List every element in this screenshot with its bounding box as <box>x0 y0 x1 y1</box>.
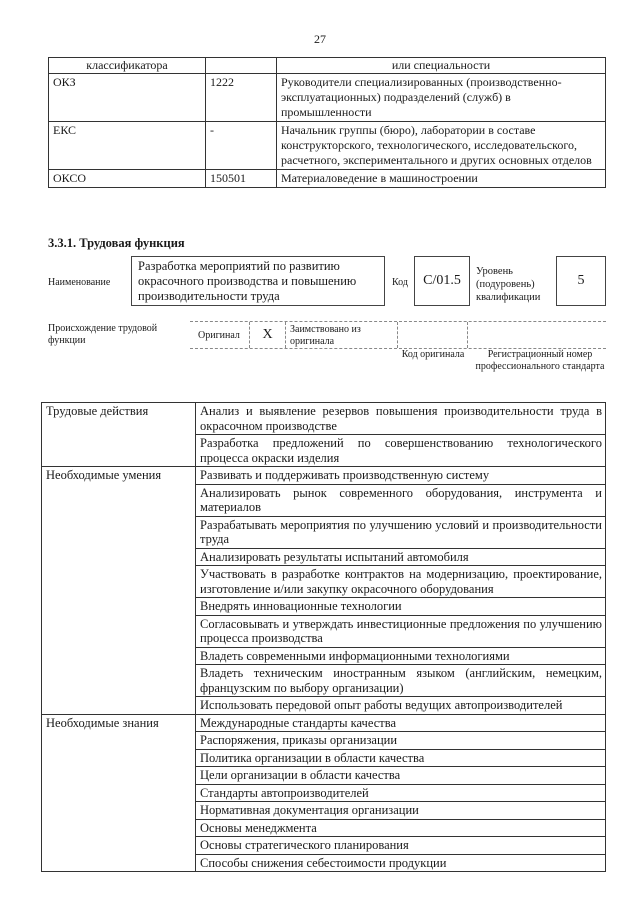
list-item: Анализ и выявление резервов повышения производительности труда в окрасочном производстве <box>196 403 606 435</box>
classifier-header-name: классификатора <box>49 58 206 74</box>
original-label: Оригинал <box>190 322 250 348</box>
classifier-description: Материаловедение в машиностроении <box>277 170 606 188</box>
category-labor-actions: Трудовые действия <box>42 403 196 467</box>
table-row <box>49 122 606 170</box>
name-label: Наименование <box>48 277 111 288</box>
list-item: Владеть техническим иностранным языком (английским, немецким, французским по выбору организации) <box>196 665 606 697</box>
labor-function-table <box>41 402 606 872</box>
list-item: Согласовывать и утверждать инвестиционные предложения по улучшению процесса производства <box>196 615 606 647</box>
list-item: Разработка предложений по совершенствованию технологического процесса окраски изделия <box>196 435 606 467</box>
list-item: Политика организации в области качества <box>196 749 606 767</box>
list-item: Разрабатывать мероприятия по улучшению условий и производительности труда <box>196 516 606 548</box>
list-item: Использовать передовой опыт работы ведущих автопроизводителей <box>196 697 606 715</box>
classifier-code: 1222 <box>206 74 277 122</box>
table-row <box>49 74 606 122</box>
list-item: Участвовать в разработке контрактов на модернизацию, проектирование, изготовление и/или закупку окрасочного оборудования <box>196 566 606 598</box>
classifier-name: ОКСО <box>49 170 206 188</box>
table-row <box>49 170 606 188</box>
code-label: Код <box>392 277 408 288</box>
classifier-name: ЕКС <box>49 122 206 170</box>
section-title: 3.3.1. Трудовая функция <box>48 236 185 250</box>
table-row <box>42 467 606 485</box>
category-required-knowledge: Необходимые знания <box>42 714 196 872</box>
code-original-cell <box>398 322 468 348</box>
list-item: Нормативная документация организации <box>196 802 606 820</box>
classifier-description: Начальник группы (бюро), лаборатории в составе конструкторского, технологического, исследовательского, расчетного, экспериментального и других основных отделов <box>277 122 606 170</box>
list-item: Основы стратегического планирования <box>196 837 606 855</box>
list-item: Анализировать результаты испытаний автомобиля <box>196 548 606 566</box>
reg-number-cell <box>468 322 606 348</box>
list-item: Внедрять инновационные технологии <box>196 598 606 616</box>
page-number: 27 <box>314 32 326 46</box>
code-original-label: Код оригинала <box>401 349 465 360</box>
code-value-box: C/01.5 <box>414 256 470 306</box>
list-item: Распоряжения, приказы организации <box>196 732 606 750</box>
category-required-skills: Необходимые умения <box>42 467 196 715</box>
classifier-table <box>48 57 606 188</box>
level-label: Уровень (подуровень) квалификации <box>476 266 541 303</box>
function-name-box: Разработка мероприятий по развитию окрасочного производства и повышению производительности труда <box>131 256 385 306</box>
classifier-header-description: или специальности <box>277 58 606 74</box>
list-item: Владеть современными информационными технологиями <box>196 647 606 665</box>
classifier-header-code <box>206 58 277 74</box>
list-item: Развивать и поддерживать производственную систему <box>196 467 606 485</box>
borrowed-label: Заимствовано из оригинала <box>286 322 398 348</box>
classifier-description: Руководители специализированных (производственно-эксплуатационных) подразделений (служб) в промышленности <box>277 74 606 122</box>
classifier-code: - <box>206 122 277 170</box>
level-value-box: 5 <box>556 256 606 306</box>
table-row <box>42 403 606 435</box>
list-item: Цели организации в области качества <box>196 767 606 785</box>
origin-row <box>190 321 606 349</box>
list-item: Стандарты автопроизводителей <box>196 784 606 802</box>
table-row <box>42 714 606 732</box>
list-item: Способы снижения себестоимости продукции <box>196 854 606 872</box>
list-item: Основы менеджмента <box>196 819 606 837</box>
classifier-name: ОКЗ <box>49 74 206 122</box>
list-item: Анализировать рынок современного оборудования, инструмента и материалов <box>196 484 606 516</box>
original-mark: X <box>250 322 286 348</box>
reg-number-label: Регистрационный номер профессионального стандарта <box>475 349 605 372</box>
origin-label: Происхождение трудовой функции <box>48 323 158 346</box>
classifier-header-row <box>49 58 606 74</box>
classifier-code: 150501 <box>206 170 277 188</box>
list-item: Международные стандарты качества <box>196 714 606 732</box>
